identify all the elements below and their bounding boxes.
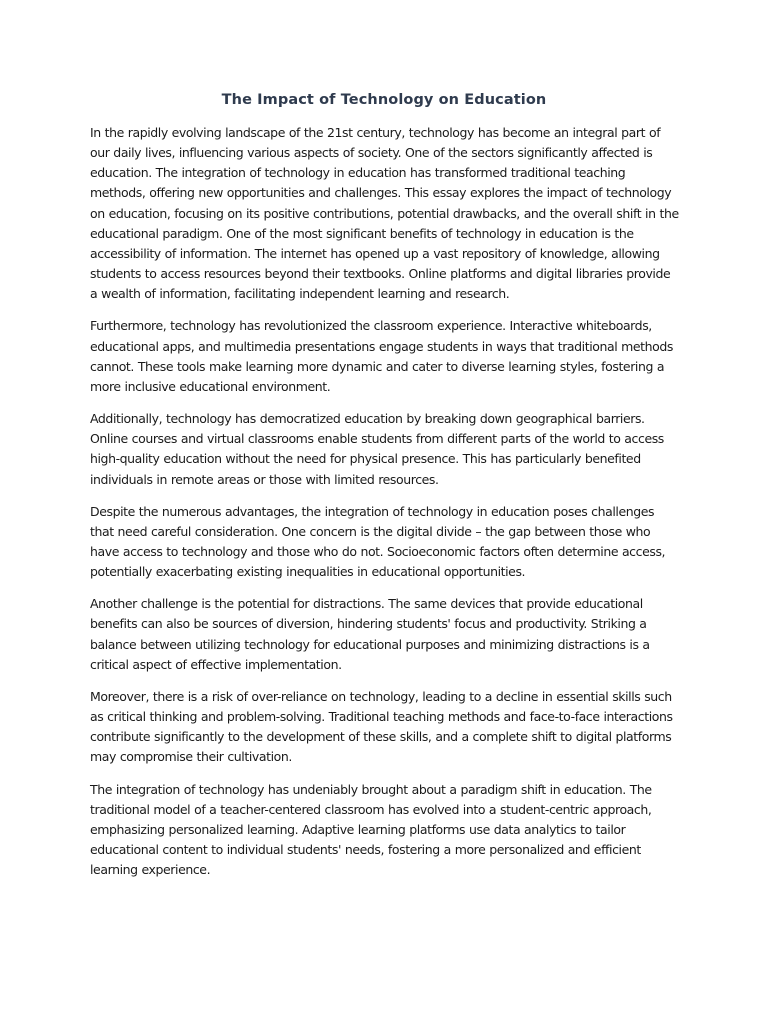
paragraph-democratized-education: Additionally, technology has democratized education by breaking down geographical barriers. Online courses and virtual classrooms enable students from different parts of the world to access high-quality education without the need for physical presence. This has particularly benefited individuals in remote areas or those with limited resources.	[90, 411, 664, 487]
paragraph-intro: In the rapidly evolving landscape of the 21st century, technology has become an integral part of our daily lives, influencing various aspects of society. One of the sectors significantly affected is education. The integration of technology in education has transformed traditional teaching methods, offering new opportunities and challenges. This essay explores the impact of technology on education, focusing on its positive contributions, potential drawbacks, and the overall shift in the educational paradigm. One of the most significant benefits of technology in education is the accessibility of information. The internet has opened up a vast repository of knowledge, allowing students to access resources beyond their textbooks. Online platforms and digital libraries provide a wealth of information, facilitating independent learning and research.	[90, 125, 679, 302]
paragraph-over-reliance: Moreover, there is a risk of over-reliance on technology, leading to a decline in essential skills such as critical thinking and problem-solving. Traditional teaching methods and face-to-face interactions contribute significantly to the development of these skills, and a complete shift to digital platforms may compromise their cultivation.	[90, 688, 673, 765]
paragraph-distractions: Another challenge is the potential for distractions. The same devices that provide educational benefits can also be sources of diversion, hindering students' focus and productivity. Striking a balance between utilizing technology for educational purposes and minimizing distractions is a critical aspect of effective implementation.	[90, 596, 650, 672]
paragraph-classroom-experience: Furthermore, technology has revolutionized the classroom experience. Interactive whiteboards, educational apps, and multimedia presentations engage students in ways that traditional methods cannot. These tools make learning more dynamic and cater to diverse learning styles, fostering a more inclusive educational environment.	[90, 318, 673, 394]
paragraph-digital-divide: Despite the numerous advantages, the integration of technology in education poses challenges that need careful consideration. One concern is the digital divide – the gap between those who have access to technology and those who do not. Socioeconomic factors often determine access, potentially exacerbating existing inequalities in educational opportunities.	[90, 503, 666, 580]
document-title: The Impact of Technology on Education	[221, 92, 547, 108]
document-body	[90, 123, 680, 892]
paragraph-paradigm-shift: The integration of technology has undeniably brought about a paradigm shift in education. The traditional model of a teacher-centered classroom has evolved into a student-centric approach, emphasizing personalized learning. Adaptive learning platforms use data analytics to tailor educational content to individual students' needs, fostering a more personalized and efficient learning experience.	[90, 781, 652, 878]
